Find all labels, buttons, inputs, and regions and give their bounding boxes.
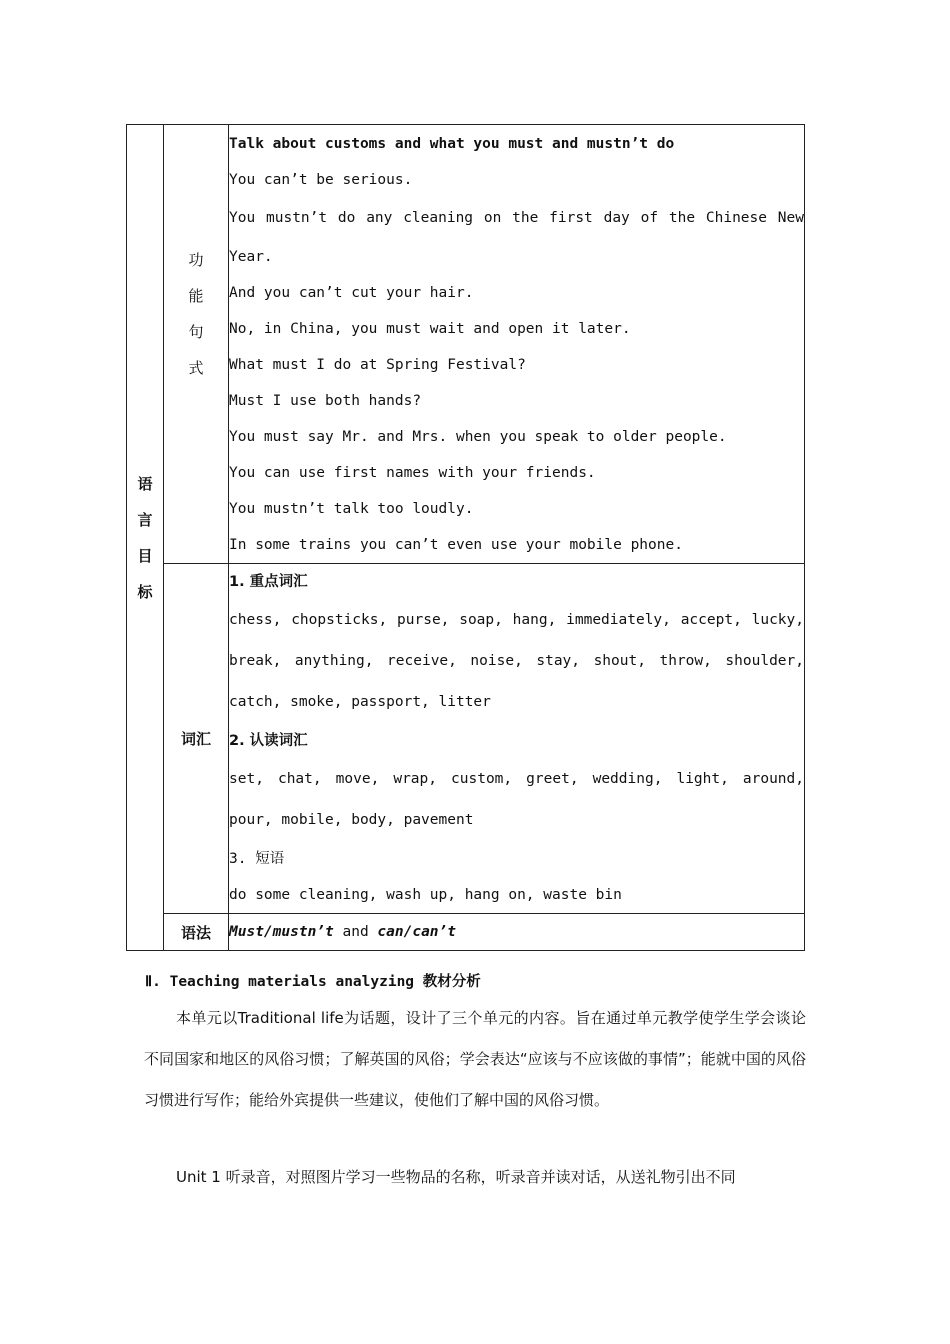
sentence: You mustn’t talk too loudly. (229, 500, 474, 517)
sentence: You mustn’t do any cleaning on the first day of the Chinese New (229, 209, 804, 226)
phrases-heading: 3. 短语 (229, 851, 285, 867)
recognition-words-line: set, chat, move, wrap, custom, greet, wedding, light, around, (229, 771, 804, 787)
vocabulary-label: 词汇 (180, 730, 211, 748)
grammar-can: can/can’t (377, 924, 456, 940)
functional-sentences-cell (229, 125, 805, 564)
section-label-cell (127, 125, 164, 951)
section-label: 语 言 目 标 (137, 474, 153, 601)
sentence: And you can’t cut your hair. (229, 284, 474, 301)
sentence: No, in China, you must wait and open it later. (229, 320, 631, 337)
section-heading: Ⅱ. Teaching materials analyzing 教材分析 (145, 974, 481, 990)
phrases-line: do some cleaning, wash up, hang on, waste bin (229, 887, 622, 903)
key-words-line: break, anything, receive, noise, stay, shout, throw, shoulder, (229, 653, 804, 669)
language-goals-table (126, 124, 805, 951)
sentence: You must say Mr. and Mrs. when you speak to older people. (229, 428, 727, 445)
functional-label: 功 能 句 式 (188, 251, 204, 377)
sentence: You can use first names with your friends. (229, 464, 596, 481)
vocabulary-label-cell (164, 564, 229, 914)
recognition-words-heading: 2. 认读词汇 (229, 733, 308, 749)
paragraph: 本单元以Traditional life为话题，设计了三个单元的内容。旨在通过单元教学使学生学会谈论不同国家和地区的风俗习惯；了解英国的风俗；学会表达“应该与不应该做的事情”；能就中国的风俗习惯进行写作；能给外宾提供一些建议，使他们了解中国的风俗习惯。 (144, 1009, 806, 1109)
table-row (127, 564, 805, 914)
sentence: You can’t be serious. (229, 171, 413, 188)
sentence: Year. (229, 248, 273, 265)
vocabulary-cell (229, 564, 805, 914)
paragraph: Unit 1 听录音，对照图片学习一些物品的名称，听录音并读对话，从送礼物引出不同 (176, 1168, 736, 1186)
key-words-line: chess, chopsticks, purse, soap, hang, immediately, accept, lucky, (229, 612, 804, 628)
grammar-cell (229, 914, 805, 951)
functional-heading: Talk about customs and what you must and mustn’t do (229, 135, 675, 152)
table-row (127, 914, 805, 951)
grammar-label: 语法 (180, 923, 211, 942)
recognition-words-line: pour, mobile, body, pavement (229, 812, 474, 828)
sentence: In some trains you can’t even use your mobile phone. (229, 536, 683, 553)
grammar-and: and (333, 924, 378, 940)
grammar-label-cell (164, 914, 229, 951)
key-words-heading: 1. 重点词汇 (229, 574, 308, 590)
key-words-line: catch, smoke, passport, litter (229, 694, 491, 710)
grammar-line (229, 914, 804, 950)
grammar-must: Must/mustn’t (229, 924, 334, 940)
table-row (127, 125, 805, 564)
sentence: Must I use both hands? (229, 392, 422, 409)
sentence: What must I do at Spring Festival? (229, 356, 526, 373)
functional-label-cell (164, 125, 229, 564)
